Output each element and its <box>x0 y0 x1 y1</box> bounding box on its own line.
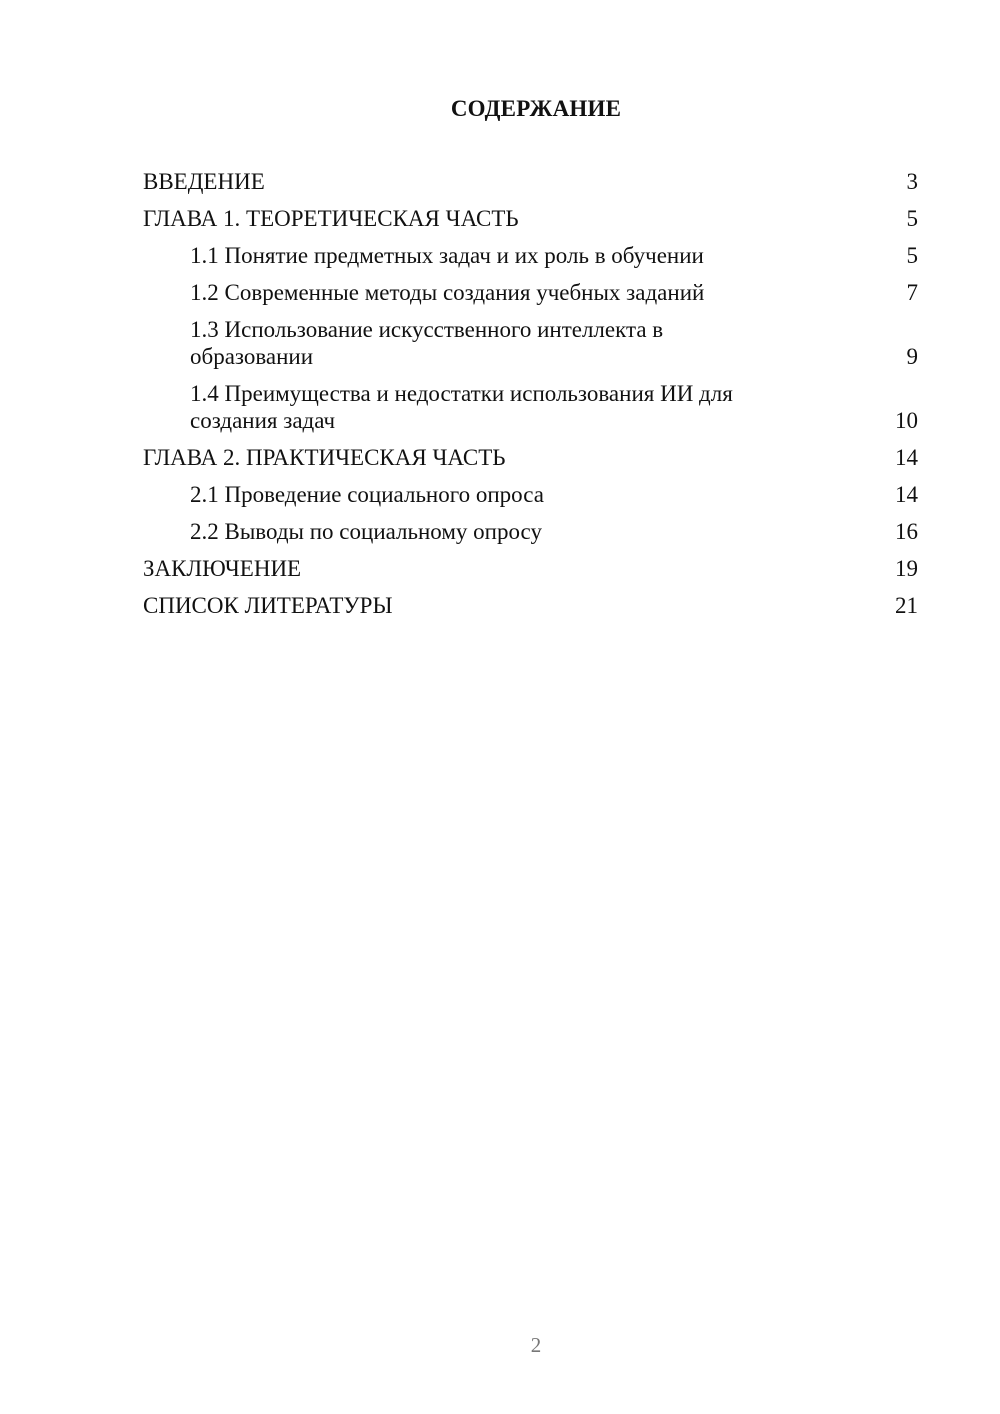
toc-entry-page: 14 <box>895 445 918 470</box>
toc-entry-page: 7 <box>906 280 918 305</box>
toc-entry-title: 2.1 Проведение социального опроса <box>190 482 544 507</box>
toc-entry-title: ВВЕДЕНИЕ <box>143 169 265 194</box>
toc-entry-page: 5 <box>906 243 918 268</box>
toc-entry-page: 9 <box>906 344 918 369</box>
toc-entry-section-1-4[interactable] <box>143 380 918 434</box>
toc-entry-section-2-1[interactable] <box>143 481 918 508</box>
toc-entry-chapter-1[interactable] <box>143 205 918 232</box>
toc-entry-page: 3 <box>906 169 918 194</box>
toc-entry-page: 10 <box>895 408 918 433</box>
toc-entry-page: 19 <box>895 556 918 581</box>
toc-title: СОДЕРЖАНИЕ <box>450 96 622 121</box>
toc-entry-title: ГЛАВА 1. ТЕОРЕТИЧЕСКАЯ ЧАСТЬ <box>143 206 519 231</box>
toc-entry-page: 21 <box>895 593 918 618</box>
page-number: 2 <box>530 1333 542 1357</box>
toc-entry-section-1-3[interactable] <box>143 316 918 370</box>
toc-entry-title: 1.2 Современные методы создания учебных заданий <box>190 280 705 305</box>
table-of-contents <box>143 168 918 629</box>
toc-entry-section-1-2[interactable] <box>143 279 918 306</box>
toc-entry-chapter-2[interactable] <box>143 444 918 471</box>
toc-entry-page: 16 <box>895 519 918 544</box>
toc-entry-title: ГЛАВА 2. ПРАКТИЧЕСКАЯ ЧАСТЬ <box>143 445 506 470</box>
toc-entry-title: 1.1 Понятие предметных задач и их роль в обучении <box>190 243 704 268</box>
toc-entry-title: СПИСОК ЛИТЕРАТУРЫ <box>143 593 393 618</box>
toc-entry-title: ЗАКЛЮЧЕНИЕ <box>143 556 302 581</box>
toc-entry-section-1-1[interactable] <box>143 242 918 269</box>
toc-entry-title: 1.4 Преимущества и недостатки использования ИИ для создания задач <box>190 381 733 433</box>
toc-entry-page: 14 <box>895 482 918 507</box>
toc-entry-title: 2.2 Выводы по социальному опросу <box>190 519 542 544</box>
toc-entry-conclusion[interactable] <box>143 555 918 582</box>
toc-entry-page: 5 <box>906 206 918 231</box>
toc-entry-title: 1.3 Использование искусственного интеллекта в образовании <box>190 317 664 369</box>
toc-entry-introduction[interactable] <box>143 168 918 195</box>
toc-entry-references[interactable] <box>143 592 918 619</box>
toc-entry-section-2-2[interactable] <box>143 518 918 545</box>
